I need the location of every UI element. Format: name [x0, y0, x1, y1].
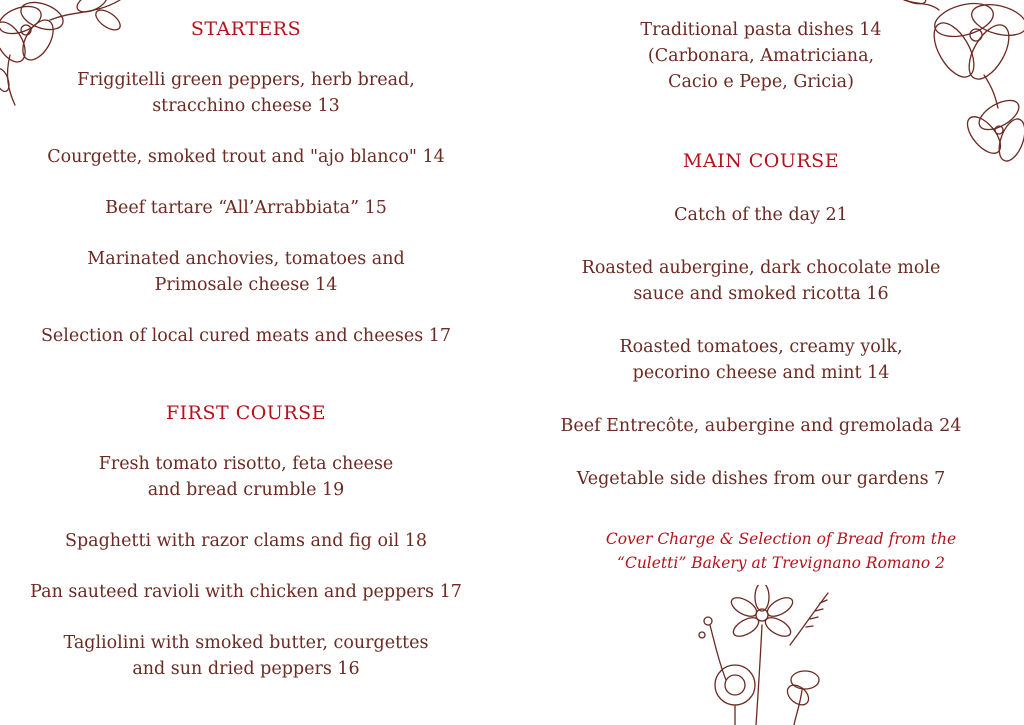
- menu-item-line: sauce and smoked ricotta 16: [633, 284, 889, 304]
- menu-item-line: Spaghetti with razor clams and fig oil 18: [64, 531, 428, 551]
- menu-item-line: Primosale cheese 14: [154, 275, 338, 295]
- menu-item-line: Courgette, smoked trout and "ajo blanco" 14: [47, 147, 445, 167]
- note-line: “Culetti” Bakery at Trevignano Romano 2: [617, 554, 945, 572]
- cover-charge-note: [560, 527, 1002, 575]
- menu-item: [0, 451, 492, 503]
- menu-item: [0, 528, 492, 554]
- menu-item: [0, 195, 492, 221]
- starters-heading: STARTERS: [190, 18, 302, 40]
- menu-item-line: and bread crumble 19: [147, 480, 345, 500]
- menu-item-line: Vegetable side dishes from our gardens 7: [576, 469, 946, 489]
- menu-item: [520, 255, 1002, 307]
- menu-item: [520, 413, 1002, 439]
- menu-item: [520, 466, 1002, 492]
- first-course-heading: FIRST COURSE: [165, 402, 327, 424]
- menu-item-line: Catch of the day 21: [674, 205, 848, 225]
- menu-item-line: Selection of local cured meats and cheeses 17: [40, 326, 452, 346]
- menu-item-line: Tagliolini with smoked butter, courgettes: [63, 633, 429, 653]
- note-line: Cover Charge & Selection of Bread from the: [605, 530, 957, 548]
- menu-item: [0, 323, 492, 349]
- menu-item-line: Pan sauteed ravioli with chicken and peppers 17: [30, 582, 462, 602]
- menu-item: [0, 246, 492, 298]
- menu-item: [0, 144, 492, 170]
- menu-item-line: Friggitelli green peppers, herb bread,: [77, 70, 415, 90]
- menu-item: [0, 630, 492, 682]
- menu-item: [0, 579, 492, 605]
- menu-item: [0, 67, 492, 119]
- menu-item-line: Roasted aubergine, dark chocolate mole: [581, 258, 941, 278]
- menu-item-line: Beef Entrecôte, aubergine and gremolada 24: [560, 416, 962, 436]
- menu-item-line: Marinated anchovies, tomatoes and: [87, 249, 405, 269]
- menu-item-line: Traditional pasta dishes 14: [640, 20, 882, 40]
- menu-item-line: pecorino cheese and mint 14: [632, 363, 890, 383]
- menu-item-line: stracchino cheese 13: [152, 96, 340, 116]
- menu-item-line: Beef tartare “All’Arrabbiata” 15: [105, 198, 387, 218]
- menu-item-line: Roasted tomatoes, creamy yolk,: [619, 337, 903, 357]
- main-course-heading: MAIN COURSE: [682, 150, 840, 172]
- pasta-item: [520, 17, 1002, 95]
- menu-item-line: Fresh tomato risotto, feta cheese: [98, 454, 394, 474]
- menu-item: [520, 334, 1002, 386]
- floral-bouquet-bottom-icon: [690, 585, 840, 725]
- menu-item-line: Cacio e Pepe, Gricia): [668, 72, 854, 92]
- menu-item-line: and sun dried peppers 16: [132, 659, 360, 679]
- menu-item: [520, 202, 1002, 228]
- menu-item-line: (Carbonara, Amatriciana,: [647, 46, 875, 66]
